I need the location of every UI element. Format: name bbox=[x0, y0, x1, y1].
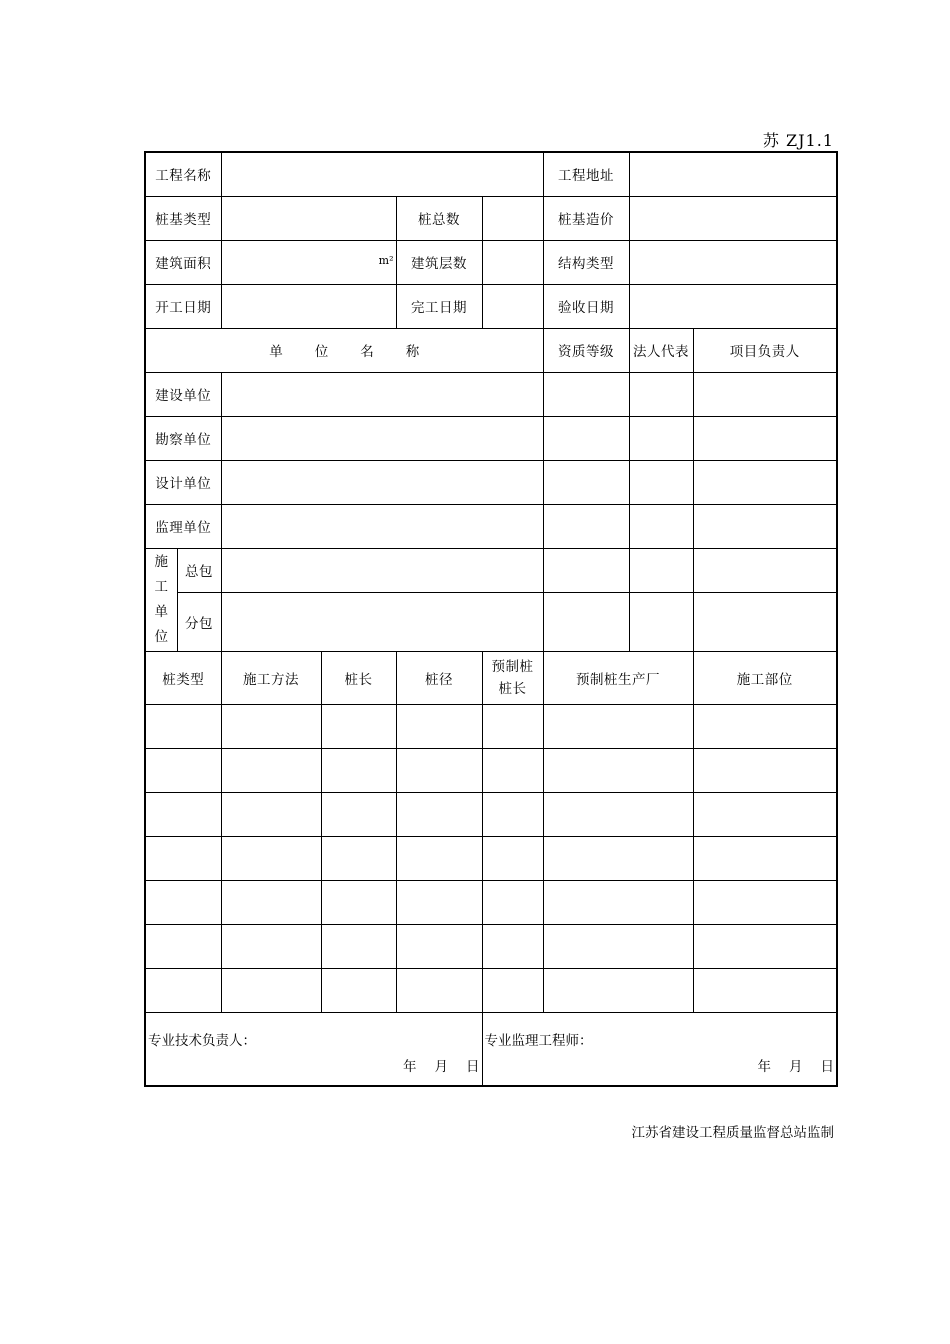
table-row bbox=[145, 792, 837, 836]
sub-contract-legal-rep-field[interactable] bbox=[629, 592, 693, 651]
pile-length-cell[interactable] bbox=[321, 836, 396, 880]
building-area-field[interactable] bbox=[221, 240, 396, 284]
tech-manager-signature-cell[interactable] bbox=[145, 1012, 482, 1086]
pile-diameter-cell[interactable] bbox=[396, 968, 482, 1012]
unit-name-header: 单 位 名 称 bbox=[145, 328, 543, 372]
table-row bbox=[145, 704, 837, 748]
pile-length-cell[interactable] bbox=[321, 924, 396, 968]
builder-unit-label: 施 工 单 位 bbox=[145, 548, 177, 651]
precast-factory-cell[interactable] bbox=[543, 880, 693, 924]
pile-cost-field[interactable] bbox=[629, 196, 837, 240]
table-row bbox=[145, 836, 837, 880]
precast-factory-cell[interactable] bbox=[543, 836, 693, 880]
area-unit: m² bbox=[378, 254, 394, 267]
pile-diameter-cell[interactable] bbox=[396, 924, 482, 968]
precast-factory-header: 预制桩生产厂 bbox=[543, 651, 693, 704]
pile-length-cell[interactable] bbox=[321, 968, 396, 1012]
acceptance-date-field[interactable] bbox=[629, 284, 837, 328]
supervisor-date: 年 月 日 bbox=[757, 1058, 834, 1075]
pile-kind-cell[interactable] bbox=[145, 836, 221, 880]
pile-kind-cell[interactable] bbox=[145, 748, 221, 792]
pile-count-field[interactable] bbox=[482, 196, 543, 240]
construction-location-cell[interactable] bbox=[693, 748, 837, 792]
qualification-header: 资质等级 bbox=[543, 328, 629, 372]
start-date-label: 开工日期 bbox=[145, 284, 221, 328]
construction-location-cell[interactable] bbox=[693, 792, 837, 836]
finish-date-field[interactable] bbox=[482, 284, 543, 328]
pile-diameter-cell[interactable] bbox=[396, 880, 482, 924]
pile-diameter-cell[interactable] bbox=[396, 748, 482, 792]
table-row bbox=[145, 924, 837, 968]
construction-owner-manager-field[interactable] bbox=[693, 372, 837, 416]
supervisor-signature-cell[interactable] bbox=[482, 1012, 837, 1086]
supervision-unit-legal-rep-field[interactable] bbox=[629, 504, 693, 548]
tech-manager-label: 专业技术负责人： bbox=[148, 1032, 256, 1049]
pile-length-header: 桩长 bbox=[321, 651, 396, 704]
construction-method-cell[interactable] bbox=[221, 968, 321, 1012]
construction-location-cell[interactable] bbox=[693, 968, 837, 1012]
table-row bbox=[145, 968, 837, 1012]
general-contract-name-field[interactable] bbox=[221, 548, 543, 592]
general-contract-manager-field[interactable] bbox=[693, 548, 837, 592]
pile-kind-cell[interactable] bbox=[145, 704, 221, 748]
project-address-label: 工程地址 bbox=[543, 152, 629, 196]
design-unit-manager-field[interactable] bbox=[693, 460, 837, 504]
survey-unit-name-field[interactable] bbox=[221, 416, 543, 460]
project-address-field[interactable] bbox=[629, 152, 837, 196]
sub-contract-label: 分包 bbox=[177, 592, 221, 651]
building-area-label: 建筑面积 bbox=[145, 240, 221, 284]
pile-diameter-cell[interactable] bbox=[396, 704, 482, 748]
construction-location-cell[interactable] bbox=[693, 880, 837, 924]
precast-factory-cell[interactable] bbox=[543, 748, 693, 792]
precast-pile-length-cell[interactable] bbox=[482, 792, 543, 836]
acceptance-date-label: 验收日期 bbox=[543, 284, 629, 328]
sub-contract-manager-field[interactable] bbox=[693, 592, 837, 651]
pile-length-cell[interactable] bbox=[321, 880, 396, 924]
legal-rep-header: 法人代表 bbox=[629, 328, 693, 372]
floors-field[interactable] bbox=[482, 240, 543, 284]
construction-method-cell[interactable] bbox=[221, 704, 321, 748]
pile-diameter-cell[interactable] bbox=[396, 836, 482, 880]
survey-unit-qualification-field[interactable] bbox=[543, 416, 629, 460]
construction-owner-label: 建设单位 bbox=[145, 372, 221, 416]
table-row bbox=[145, 880, 837, 924]
design-unit-name-field[interactable] bbox=[221, 460, 543, 504]
project-name-field[interactable] bbox=[221, 152, 543, 196]
supervision-unit-qualification-field[interactable] bbox=[543, 504, 629, 548]
construction-location-header: 施工部位 bbox=[693, 651, 837, 704]
form-code: 苏 ZJ1.1 bbox=[762, 131, 834, 150]
construction-owner-name-field[interactable] bbox=[221, 372, 543, 416]
pile-kind-cell[interactable] bbox=[145, 924, 221, 968]
pile-kind-header: 桩类型 bbox=[145, 651, 221, 704]
general-contract-legal-rep-field[interactable] bbox=[629, 548, 693, 592]
pile-foundation-form bbox=[144, 151, 838, 1087]
construction-method-cell[interactable] bbox=[221, 836, 321, 880]
pile-kind-cell[interactable] bbox=[145, 792, 221, 836]
pile-kind-cell[interactable] bbox=[145, 880, 221, 924]
construction-method-cell[interactable] bbox=[221, 924, 321, 968]
construction-owner-legal-rep-field[interactable] bbox=[629, 372, 693, 416]
construction-location-cell[interactable] bbox=[693, 704, 837, 748]
pile-type-field[interactable] bbox=[221, 196, 396, 240]
pile-length-cell[interactable] bbox=[321, 748, 396, 792]
structure-type-label: 结构类型 bbox=[543, 240, 629, 284]
floors-label: 建筑层数 bbox=[396, 240, 482, 284]
pile-diameter-cell[interactable] bbox=[396, 792, 482, 836]
construction-location-cell[interactable] bbox=[693, 836, 837, 880]
pile-length-cell[interactable] bbox=[321, 704, 396, 748]
precast-factory-cell[interactable] bbox=[543, 924, 693, 968]
supervision-unit-manager-field[interactable] bbox=[693, 504, 837, 548]
supervision-unit-name-field[interactable] bbox=[221, 504, 543, 548]
pile-count-label: 桩总数 bbox=[396, 196, 482, 240]
supervision-unit-label: 监理单位 bbox=[145, 504, 221, 548]
pile-type-label: 桩基类型 bbox=[145, 196, 221, 240]
construction-location-cell[interactable] bbox=[693, 924, 837, 968]
pile-diameter-header: 桩径 bbox=[396, 651, 482, 704]
construction-method-cell[interactable] bbox=[221, 792, 321, 836]
project-name-label: 工程名称 bbox=[145, 152, 221, 196]
precast-pile-length-cell[interactable] bbox=[482, 880, 543, 924]
tech-manager-date: 年 月 日 bbox=[403, 1058, 480, 1075]
construction-owner-qualification-field[interactable] bbox=[543, 372, 629, 416]
sub-contract-name-field[interactable] bbox=[221, 592, 543, 651]
precast-pile-length-cell[interactable] bbox=[482, 968, 543, 1012]
precast-factory-cell[interactable] bbox=[543, 968, 693, 1012]
precast-pile-length-cell[interactable] bbox=[482, 836, 543, 880]
precast-factory-cell[interactable] bbox=[543, 792, 693, 836]
survey-unit-legal-rep-field[interactable] bbox=[629, 416, 693, 460]
issuer-footer: 江苏省建设工程质量监督总站监制 bbox=[631, 1125, 834, 1141]
pile-kind-cell[interactable] bbox=[145, 968, 221, 1012]
supervisor-label: 专业监理工程师： bbox=[484, 1032, 593, 1049]
precast-pile-length-header: 预制桩 桩长 bbox=[482, 651, 543, 704]
design-unit-qualification-field[interactable] bbox=[543, 460, 629, 504]
design-unit-legal-rep-field[interactable] bbox=[629, 460, 693, 504]
start-date-field[interactable] bbox=[221, 284, 396, 328]
structure-type-field[interactable] bbox=[629, 240, 837, 284]
project-manager-header: 项目负责人 bbox=[693, 328, 837, 372]
sub-contract-qualification-field[interactable] bbox=[543, 592, 629, 651]
design-unit-label: 设计单位 bbox=[145, 460, 221, 504]
survey-unit-label: 勘察单位 bbox=[145, 416, 221, 460]
precast-pile-length-cell[interactable] bbox=[482, 748, 543, 792]
construction-method-cell[interactable] bbox=[221, 880, 321, 924]
pile-cost-label: 桩基造价 bbox=[543, 196, 629, 240]
construction-method-header: 施工方法 bbox=[221, 651, 321, 704]
finish-date-label: 完工日期 bbox=[396, 284, 482, 328]
general-contract-label: 总包 bbox=[177, 548, 221, 592]
general-contract-qualification-field[interactable] bbox=[543, 548, 629, 592]
construction-method-cell[interactable] bbox=[221, 748, 321, 792]
precast-factory-cell[interactable] bbox=[543, 704, 693, 748]
precast-pile-length-cell[interactable] bbox=[482, 704, 543, 748]
precast-pile-length-cell[interactable] bbox=[482, 924, 543, 968]
survey-unit-manager-field[interactable] bbox=[693, 416, 837, 460]
pile-length-cell[interactable] bbox=[321, 792, 396, 836]
table-row bbox=[145, 748, 837, 792]
